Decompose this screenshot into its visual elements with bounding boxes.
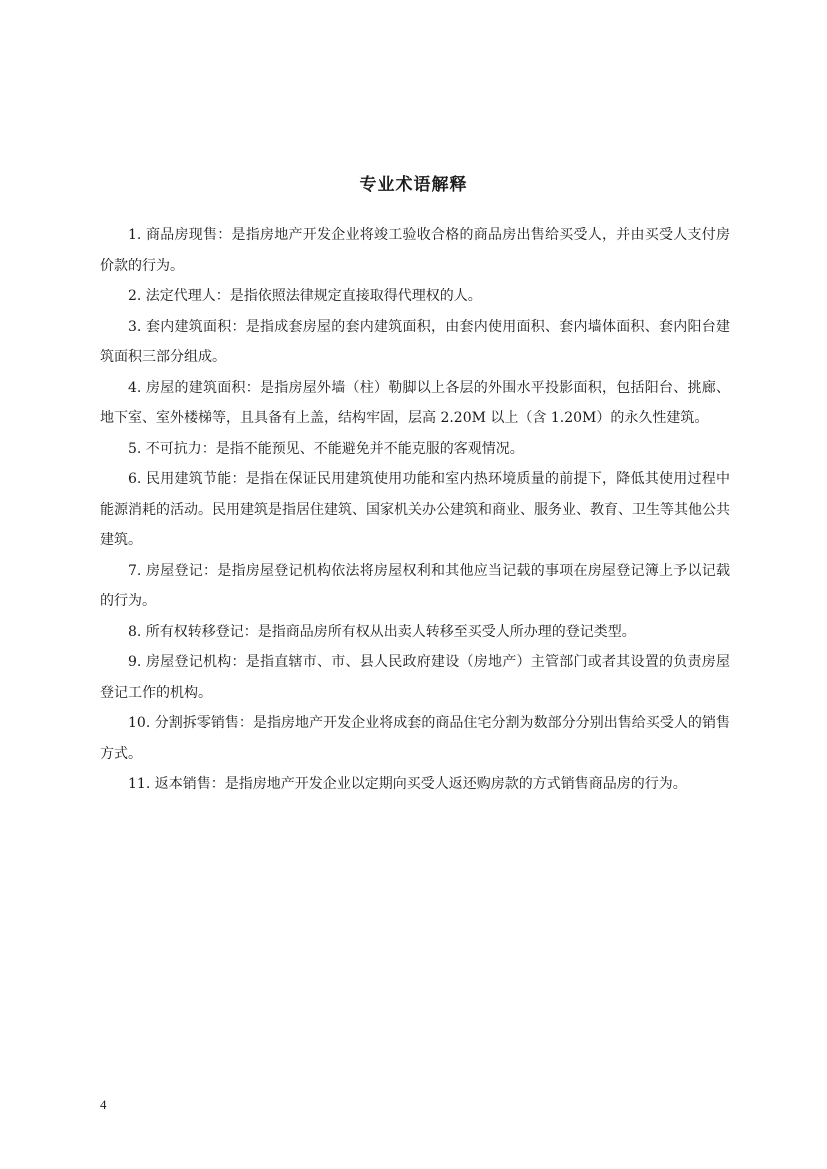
- term-item-4: 4. 房屋的建筑面积：是指房屋外墙（柱）勒脚以上各层的外围水平投影面积，包括阳台、挑廊、地下室、室外楼梯等，且具备有上盖，结构牢固，层高 2.20M 以上（含 1.20M）的永久性建筑。: [100, 379, 730, 426]
- page-number: 4: [100, 1097, 107, 1112]
- term-item-11: 11. 返本销售：是指房地产开发企业以定期向买受人返还购房款的方式销售商品房的行为。: [128, 776, 687, 792]
- term-item-8: 8. 所有权转移登记：是指商品房所有权从出卖人转移至买受人所办理的登记类型。: [128, 623, 636, 640]
- term-item-9: 9. 房屋登记机构：是指直辖市、市、县人民政府建设（房地产）主管部门或者其设置的负责房屋登记工作的机构。: [100, 654, 730, 701]
- term-item-1: 1. 商品房现售：是指房地产开发企业将竣工验收合格的商品房出售给买受人，并由买受人支付房价款的行为。: [100, 227, 730, 274]
- term-item-2: 2. 法定代理人：是指依照法律规定直接取得代理权的人。: [128, 288, 482, 304]
- term-item-3: 3. 套内建筑面积：是指成套房屋的套内建筑面积，由套内使用面积、套内墙体面积、套内阳台建筑面积三部分组成。: [100, 318, 730, 365]
- term-item-10: 10. 分割拆零销售：是指房地产开发企业将成套的商品住宅分割为数部分分别出售给买受人的销售方式。: [100, 715, 730, 762]
- term-item-7: 7. 房屋登记：是指房屋登记机构依法将房屋权利和其他应当记载的事项在房屋登记簿上予以记载的行为。: [100, 562, 730, 609]
- terms-list: [100, 220, 730, 800]
- term-item-5: 5. 不可抗力：是指不能预见、不能避免并不能克服的客观情况。: [128, 440, 524, 457]
- page-title: 专业术语解释: [359, 175, 468, 195]
- term-item-6: 6. 民用建筑节能：是指在保证民用建筑使用功能和室内热环境质量的前提下，降低其使用过程中能源消耗的活动。民用建筑是指居住建筑、国家机关办公建筑和商业、服务业、教育、卫生等其他公共建筑。: [100, 471, 730, 548]
